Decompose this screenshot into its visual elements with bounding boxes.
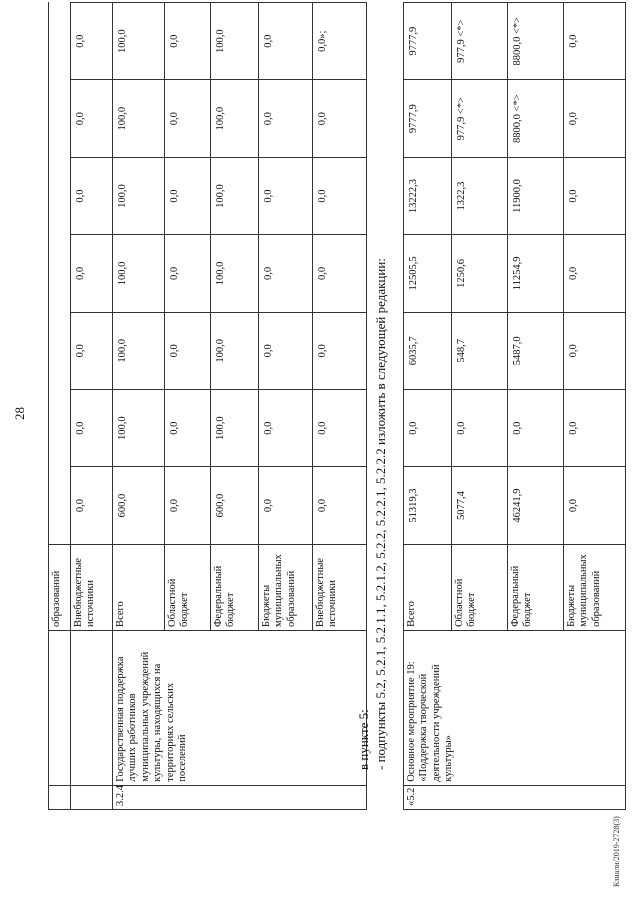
funding-source: Областной бюджет (452, 544, 508, 630)
amount-cell: 0,0 (165, 157, 211, 234)
measure-name: Основное мероприятие 19: «Поддержка творческой деятельности учреждений культуры» (404, 630, 626, 785)
amount-cell: 0,0 (313, 235, 367, 312)
amount-cell: 0,0 (71, 467, 113, 544)
amount-cell: 5487,0 (508, 312, 564, 389)
amount-cell: 0,0 (165, 235, 211, 312)
amount-cell: 0,0 (71, 389, 113, 466)
amount-cell: 0,0 (71, 157, 113, 234)
amount-cell: 46241,9 (508, 467, 564, 544)
funding-source: Внебюджетные источники (71, 544, 113, 630)
amount-cell: 100,0 (211, 312, 259, 389)
amount-cell: 0,0 (71, 235, 113, 312)
amount-cell: 0,0 (165, 389, 211, 466)
amount-cell: 5077,4 (452, 467, 508, 544)
amount-cell: 0,0 (564, 3, 626, 80)
financing-table-bottom (403, 2, 626, 810)
table-bottom-body (404, 3, 626, 810)
amount-cell: 0,0 (259, 312, 313, 389)
page-number: 28 (12, 407, 27, 420)
amount-cell: 0,0 (313, 157, 367, 234)
row-number: 3.2.4 (113, 785, 367, 809)
amount-cell: 977,9 <*> (452, 3, 508, 80)
amount-cell: 0,0 (564, 80, 626, 157)
table-row (49, 3, 71, 810)
funding-source: Федеральный бюджет (211, 544, 259, 630)
amount-cell: 8800,0 <*> (508, 3, 564, 80)
amount-cell: 1322,3 (452, 157, 508, 234)
amount-cell: 12505,5 (404, 235, 452, 312)
amount-cell: 0,0 (452, 389, 508, 466)
funding-source: Внебюджетные источники (313, 544, 367, 630)
amount-cell: 0,0 (165, 467, 211, 544)
funding-source: Областной бюджет (165, 544, 211, 630)
intro-line-2: - подпункты 5.2, 5.2.1, 5.2.1.1, 5.2.1.2, 5.2.2, 5.2.2.1, 5.2.2.2 изложить в следующей редакции: (373, 258, 388, 770)
table-row (113, 3, 165, 810)
amount-cell: 0,0 (564, 235, 626, 312)
amount-cell: 51319,3 (404, 467, 452, 544)
amount-cell: 9777,9 (404, 80, 452, 157)
amount-cell: 0,0 (313, 312, 367, 389)
amount-cell: 100,0 (113, 312, 165, 389)
amount-cell: 100,0 (113, 3, 165, 80)
amount-cell: 100,0 (211, 3, 259, 80)
amount-cell: 0,0 (71, 80, 113, 157)
amount-cell: 0,0 (508, 389, 564, 466)
measure-name (49, 630, 71, 785)
measure-name: Государственная поддержка лучших работников муниципальных учреждений культуры, находящихся на территориях сельских поселений (113, 630, 367, 785)
amount-cell: 0,0 (259, 235, 313, 312)
amount-cell: 0,0 (564, 312, 626, 389)
row-number (71, 785, 113, 809)
measure-name (71, 630, 113, 785)
amount-cell: 100,0 (211, 157, 259, 234)
amount-cell: 0,0 (259, 80, 313, 157)
amount-cell: 548,7 (452, 312, 508, 389)
amount-cell: 0,0 (259, 3, 313, 80)
empty-cell (49, 3, 71, 545)
amount-cell: 100,0 (211, 389, 259, 466)
amount-cell: 100,0 (113, 157, 165, 234)
funding-source: Бюджеты муниципальных образований (564, 544, 626, 630)
amount-cell: 100,0 (211, 80, 259, 157)
document-code: Кзнали/2019-2728(3) (612, 816, 621, 887)
amount-cell: 0,0 (259, 389, 313, 466)
amount-cell: 977,9 <*> (452, 80, 508, 157)
amount-cell: 13222,3 (404, 157, 452, 234)
amount-cell: 100,0 (211, 235, 259, 312)
amount-cell: 6035,7 (404, 312, 452, 389)
amount-cell: 11254,9 (508, 235, 564, 312)
amount-cell: 0,0 (165, 80, 211, 157)
amount-cell: 0,0 (313, 467, 367, 544)
amount-cell: 0,0»; (313, 3, 367, 80)
amount-cell: 0,0 (165, 312, 211, 389)
row-number (49, 785, 71, 809)
amount-cell: 0,0 (564, 157, 626, 234)
amendment-text (355, 258, 389, 770)
funding-source: Бюджеты муниципальных образований (259, 544, 313, 630)
amount-cell: 0,0 (259, 157, 313, 234)
table-row (71, 3, 113, 810)
amount-cell: 0,0 (165, 3, 211, 80)
amount-cell: 1250,6 (452, 235, 508, 312)
row-number: «5.2 (404, 785, 626, 809)
amount-cell: 100,0 (113, 389, 165, 466)
amount-cell: 0,0 (71, 3, 113, 80)
amount-cell: 0,0 (313, 80, 367, 157)
amount-cell: 9777,9 (404, 3, 452, 80)
amount-cell: 0,0 (564, 389, 626, 466)
funding-source: Всего (404, 544, 452, 630)
amount-cell: 0,0 (564, 467, 626, 544)
amount-cell: 0,0 (259, 467, 313, 544)
funding-source: образований (49, 544, 71, 630)
amount-cell: 600,0 (113, 467, 165, 544)
amount-cell: 0,0 (71, 312, 113, 389)
intro-line-1: в пункте 5: (356, 709, 371, 770)
amount-cell: 8800,0 <*> (508, 80, 564, 157)
amount-cell: 0,0 (404, 389, 452, 466)
funding-source: Всего (113, 544, 165, 630)
amount-cell: 0,0 (313, 389, 367, 466)
funding-source: Федеральный бюджет (508, 544, 564, 630)
amount-cell: 600,0 (211, 467, 259, 544)
table-top-body (49, 3, 367, 810)
amount-cell: 11900,0 (508, 157, 564, 234)
table-row (404, 3, 452, 810)
financing-table-top (48, 2, 367, 810)
amount-cell: 100,0 (113, 235, 165, 312)
amount-cell: 100,0 (113, 80, 165, 157)
